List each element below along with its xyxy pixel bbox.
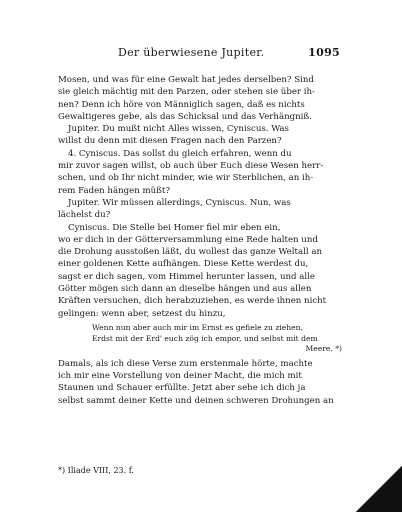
text-line: Wenn nun aber auch mir im Ernst es gefiele zu ziehen, xyxy=(92,322,303,332)
body-text-block-continued xyxy=(58,358,348,407)
page-corner-shadow xyxy=(350,460,402,512)
text-line: selbst sammt deiner Kette und deinen schweren Drohungen an xyxy=(58,395,334,406)
text-line: Staunen und Schauer erfüllte. Jetzt aber sehe ich dich ja xyxy=(58,383,306,394)
text-line: Jupiter. Du mußt nicht Alles wissen, Cyniscus. Was xyxy=(68,124,289,135)
text-line: nen? Denn ich höre von Männiglich sagen, daß es nichts xyxy=(58,99,305,110)
text-line: Cyniscus. Die Stelle bei Homer fiel mir eben ein, xyxy=(68,222,281,233)
text-line: Gewaltigeres gebe, als das Schicksal und das Verhängniß. xyxy=(58,111,312,122)
text-line: sie gleich mächtig mit den Parzen, oder stehen sie über ih- xyxy=(58,87,315,98)
text-line: wo er dich in der Götterversammlung eine Rede halten und xyxy=(58,234,318,245)
text-line: Jupiter. Wir müssen allerdings, Cyniscus. Nun, was xyxy=(68,197,291,208)
text-line: willst du denn mit diesen Fragen nach den Parzen? xyxy=(58,136,282,147)
running-header xyxy=(118,46,340,62)
footnote: *) Iliade VIII, 23. f. xyxy=(58,466,134,475)
text-line: einer goldenen Kette aufhängen. Diese Kette werdest du, xyxy=(58,259,309,270)
text-line: sagst er dich sagen, vom Himmel herunter lassen, und alle xyxy=(58,271,315,282)
text-line: rem Faden hängen müßt? xyxy=(58,185,170,196)
page-number: 1095 xyxy=(308,46,340,59)
text-line: mir zuvor sagen willst, ob auch über Euch diese Wesen herr- xyxy=(58,161,324,172)
text-line: Erdst mit der Erd' euch zög ich empor, und selbst mit dem xyxy=(92,333,318,343)
text-line: Kräften versuchen, dich herabzuziehen, es werde ihnen nicht xyxy=(58,296,327,307)
text-line: Mosen, und was für eine Gewalt hat jedes derselben? Sind xyxy=(58,75,314,85)
text-line: Damals, als ich diese Verse zum erstenmale hörte, machte xyxy=(58,358,313,369)
text-line: lächelst du? xyxy=(58,210,111,221)
page-body xyxy=(58,74,348,407)
running-title: Der überwiesene Jupiter. xyxy=(118,46,265,59)
text-line: ich mir eine Vorstellung von deiner Macht, die mich mit xyxy=(58,371,302,382)
text-line: gelingen: wenn aber, setzest du hinzu, xyxy=(58,308,226,319)
text-line: Götter mögen sich dann an dieselbe hängen und aus allen xyxy=(58,284,312,295)
text-line: die Drohung ausstoßen läßt, du wollest das ganze Weltall an xyxy=(58,247,322,258)
text-line: Meere. *) xyxy=(305,344,342,354)
text-line: 4. Cyniscus. Das sollst du gleich erfahren, wenn du xyxy=(68,148,292,159)
verse-quotation xyxy=(92,323,348,355)
text-line: schen, und ob Ihr nicht minder, wie wir Sterblichen, an ih- xyxy=(58,173,314,184)
body-text-block xyxy=(58,74,348,320)
